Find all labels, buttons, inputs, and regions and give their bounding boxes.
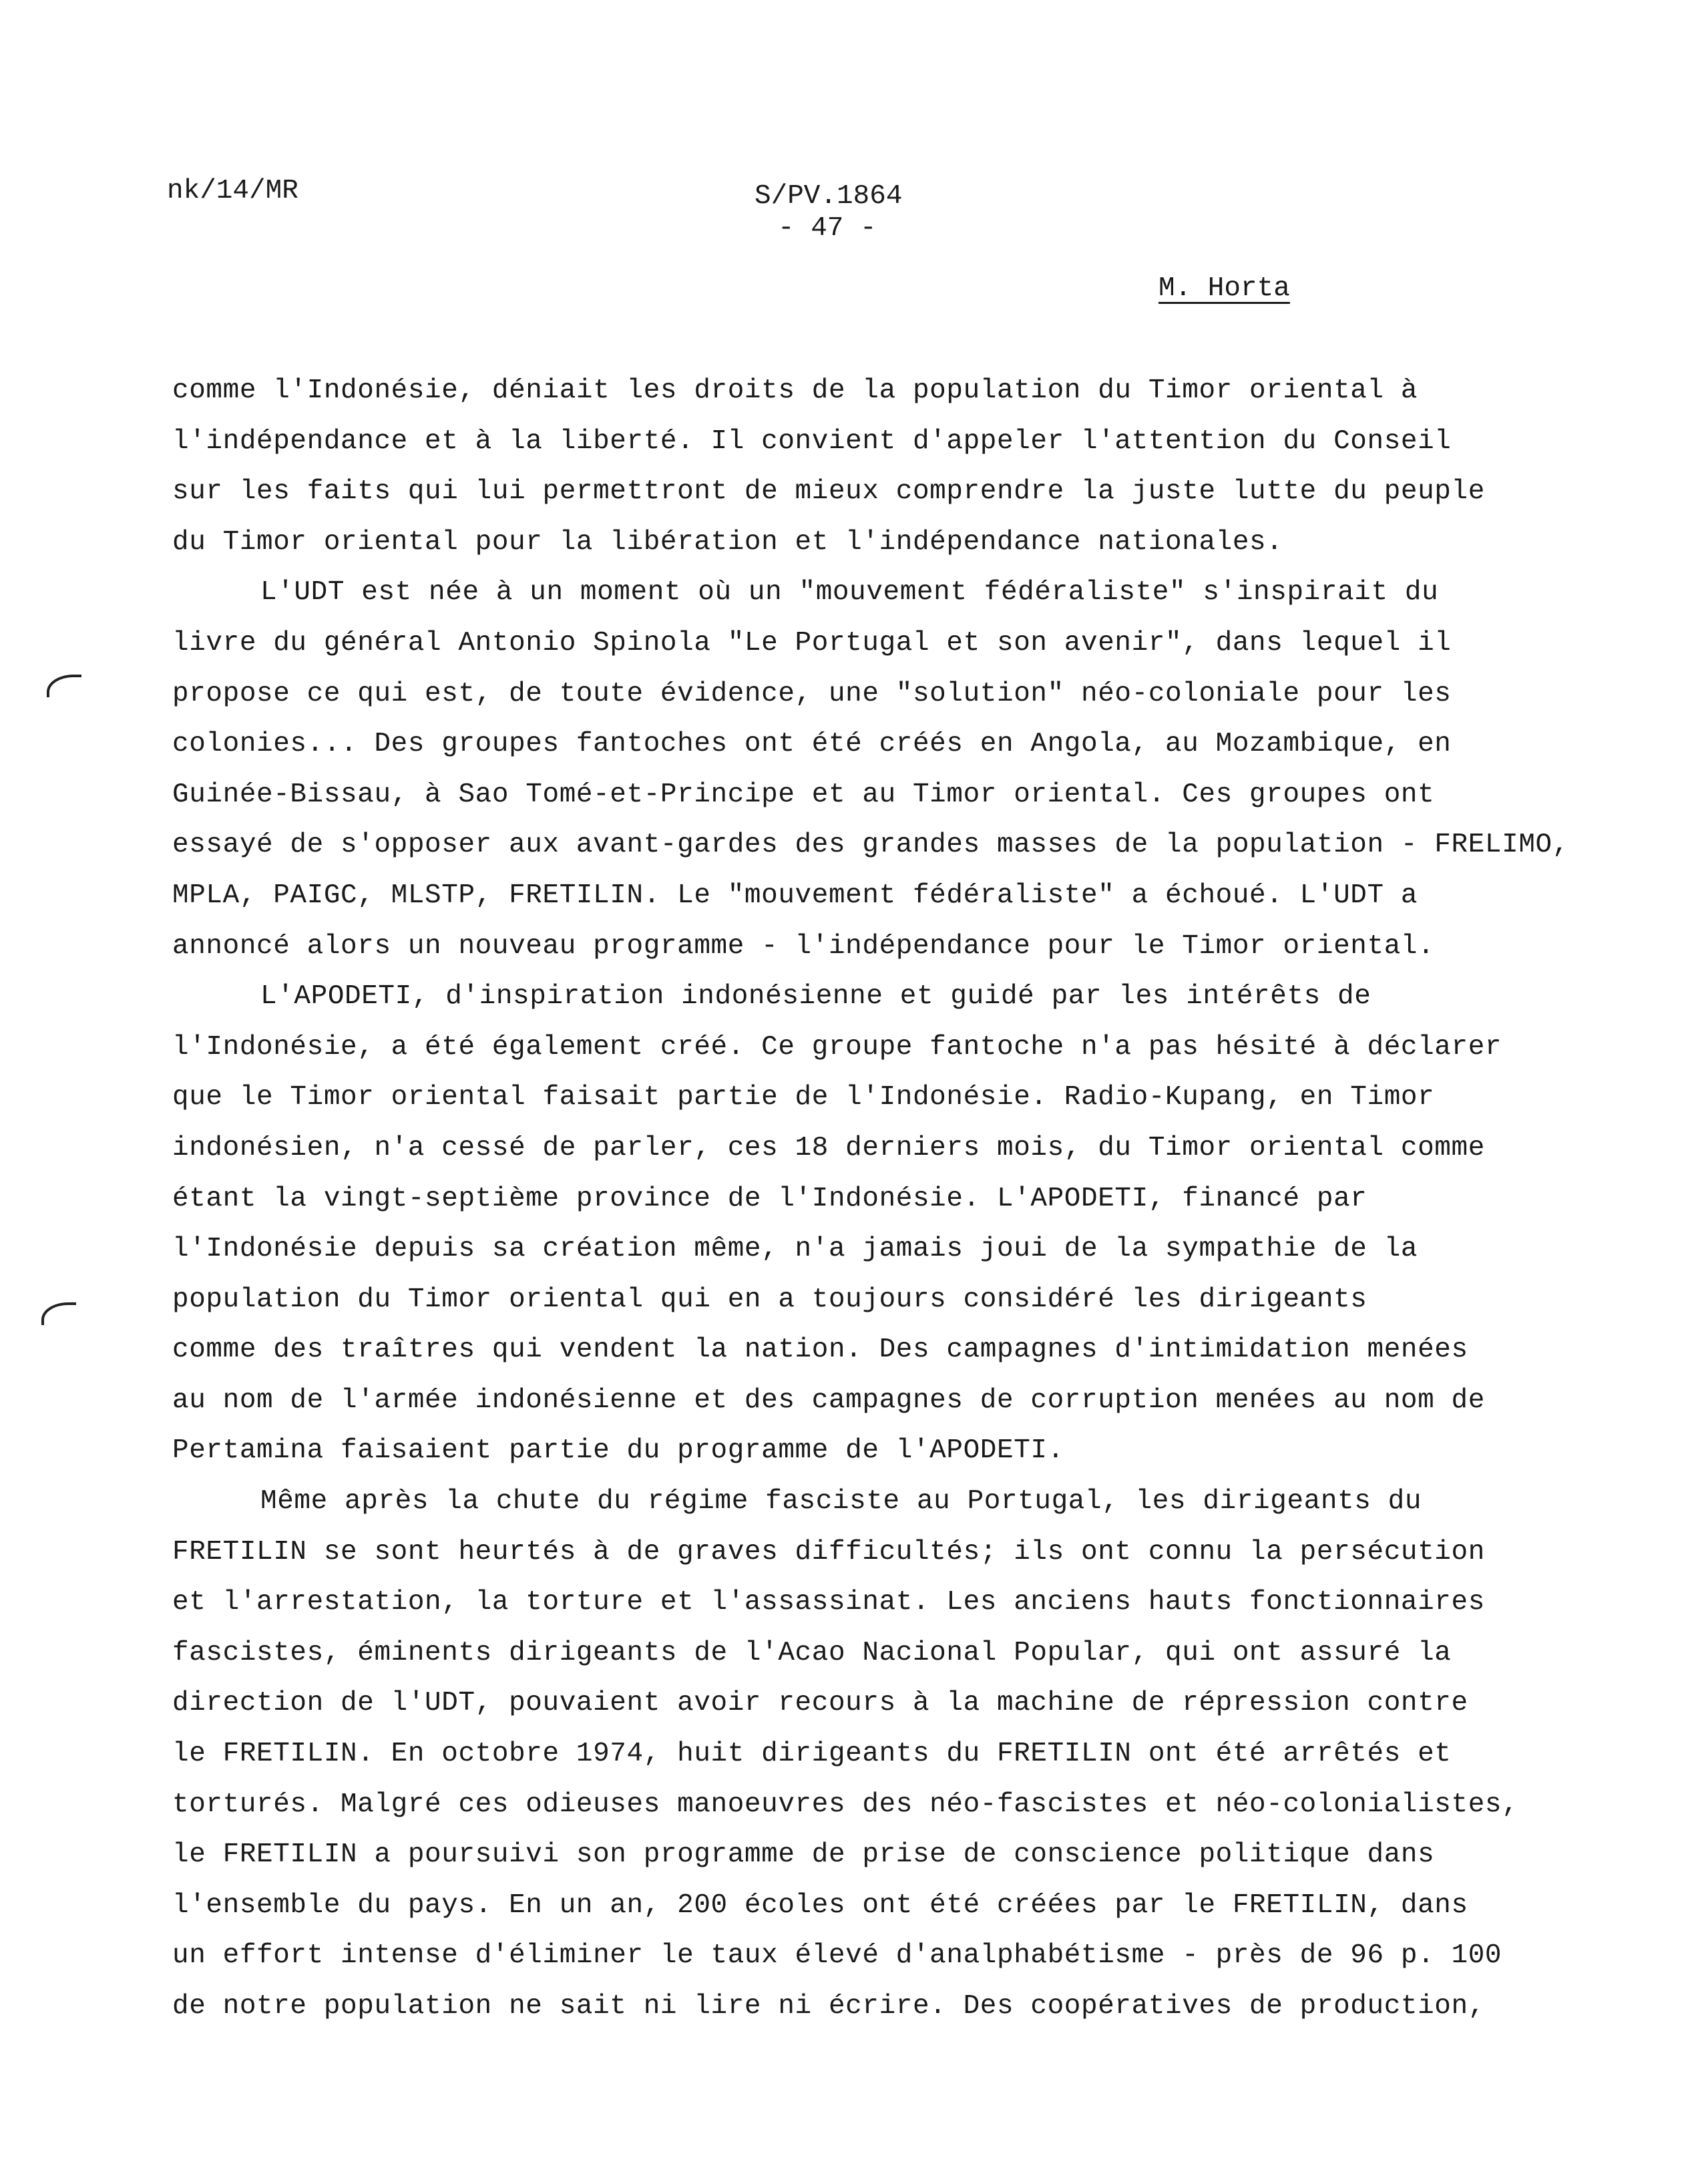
text-line: colonies... Des groupes fantoches ont été créés en Angola, au Mozambique, en (172, 729, 1452, 760)
text-line: propose ce qui est, de toute évidence, une "solution" néo-coloniale pour les (172, 678, 1452, 709)
margin-mark (47, 675, 81, 697)
text-line: MPLA, PAIGC, MLSTP, FRETILIN. Le "mouvement fédéraliste" a échoué. L'UDT a (172, 880, 1418, 911)
text-line: l'Indonésie, a été également créé. Ce groupe fantoche n'a pas hésité à déclarer (172, 1031, 1502, 1063)
text-line: comme des traîtres qui vendent la nation. Des campagnes d'intimidation menées (172, 1334, 1468, 1366)
text-line: le FRETILIN. En octobre 1974, huit dirigeants du FRETILIN ont été arrêtés et (172, 1739, 1452, 1770)
text-line: livre du général Antonio Spinola "Le Portugal et son avenir", dans lequel il (172, 627, 1452, 659)
text-line: un effort intense d'éliminer le taux élevé d'analphabétisme - près de 96 p. 100 (172, 1940, 1502, 1972)
text-line: du Timor oriental pour la libération et l'indépendance nationales. (172, 526, 1283, 558)
text-line: l'indépendance et à la liberté. Il convient d'appeler l'attention du Conseil (172, 425, 1452, 457)
text-line: fascistes, éminents dirigeants de l'Acao Nacional Popular, qui ont assuré la (172, 1637, 1452, 1668)
text-line: L'APODETI, d'inspiration indonésienne et guidé par les intérêts de (260, 981, 1372, 1013)
text-line: de notre population ne sait ni lire ni écrire. Des coopératives de production, (172, 1991, 1485, 2022)
text-line: annoncé alors un nouveau programme - l'indépendance pour le Timor oriental. (172, 930, 1435, 962)
text-line: indonésien, n'a cessé de parler, ces 18 derniers mois, du Timor oriental comme (172, 1132, 1485, 1163)
speaker-name: M. Horta (1158, 273, 1290, 304)
text-line: l'ensemble du pays. En un an, 200 écoles ont été créées par le FRETILIN, dans (172, 1889, 1468, 1921)
text-line: au nom de l'armée indonésienne et des campagnes de corruption menées au nom de (172, 1385, 1485, 1416)
body-text (172, 366, 1569, 2032)
document-symbol: S/PV.1864 (755, 181, 903, 212)
document-reference: nk/14/MR (167, 176, 298, 206)
paragraph (172, 568, 1569, 972)
paragraph (172, 366, 1561, 568)
page-number: - 47 - (778, 213, 877, 244)
paragraph (172, 1477, 1561, 2032)
text-line: l'Indonésie depuis sa création même, n'a jamais joui de la sympathie de la (172, 1234, 1418, 1265)
text-line: Guinée-Bissau, à Sao Tomé-et-Principe et au Timor oriental. Ces groupes ont (172, 779, 1435, 810)
margin-mark (41, 1302, 76, 1325)
text-line: Même après la chute du régime fasciste au Portugal, les dirigeants du (260, 1486, 1422, 1517)
text-line: et l'arrestation, la torture et l'assassinat. Les anciens hauts fonctionnaires (172, 1587, 1485, 1618)
text-line: essayé de s'opposer aux avant-gardes des grandes masses de la population - FRELIMO, (172, 830, 1569, 861)
text-line: L'UDT est née à un moment où un "mouvement fédéraliste" s'inspirait du (260, 577, 1439, 608)
text-line: direction de l'UDT, pouvaient avoir recours à la machine de répression contre (172, 1688, 1468, 1719)
text-line: population du Timor oriental qui en a toujours considéré les dirigeants (172, 1284, 1367, 1315)
text-line: FRETILIN se sont heurtés à de graves difficultés; ils ont connu la persécution (172, 1536, 1485, 1568)
text-line: que le Timor oriental faisait partie de l'Indonésie. Radio-Kupang, en Timor (172, 1082, 1435, 1113)
text-line: sur les faits qui lui permettront de mieux comprendre la juste lutte du peuple (172, 476, 1485, 508)
text-line: torturés. Malgré ces odieuses manoeuvres des néo-fascistes et néo-colonialistes, (172, 1789, 1519, 1820)
text-line: Pertamina faisaient partie du programme de l'APODETI. (172, 1435, 1064, 1467)
text-line: le FRETILIN a poursuivi son programme de prise de conscience politique dans (172, 1839, 1435, 1871)
text-line: étant la vingt-septième province de l'Indonésie. L'APODETI, financé par (172, 1183, 1367, 1214)
paragraph (172, 972, 1561, 1477)
text-line: comme l'Indonésie, déniait les droits de la population du Timor oriental à (172, 375, 1418, 406)
